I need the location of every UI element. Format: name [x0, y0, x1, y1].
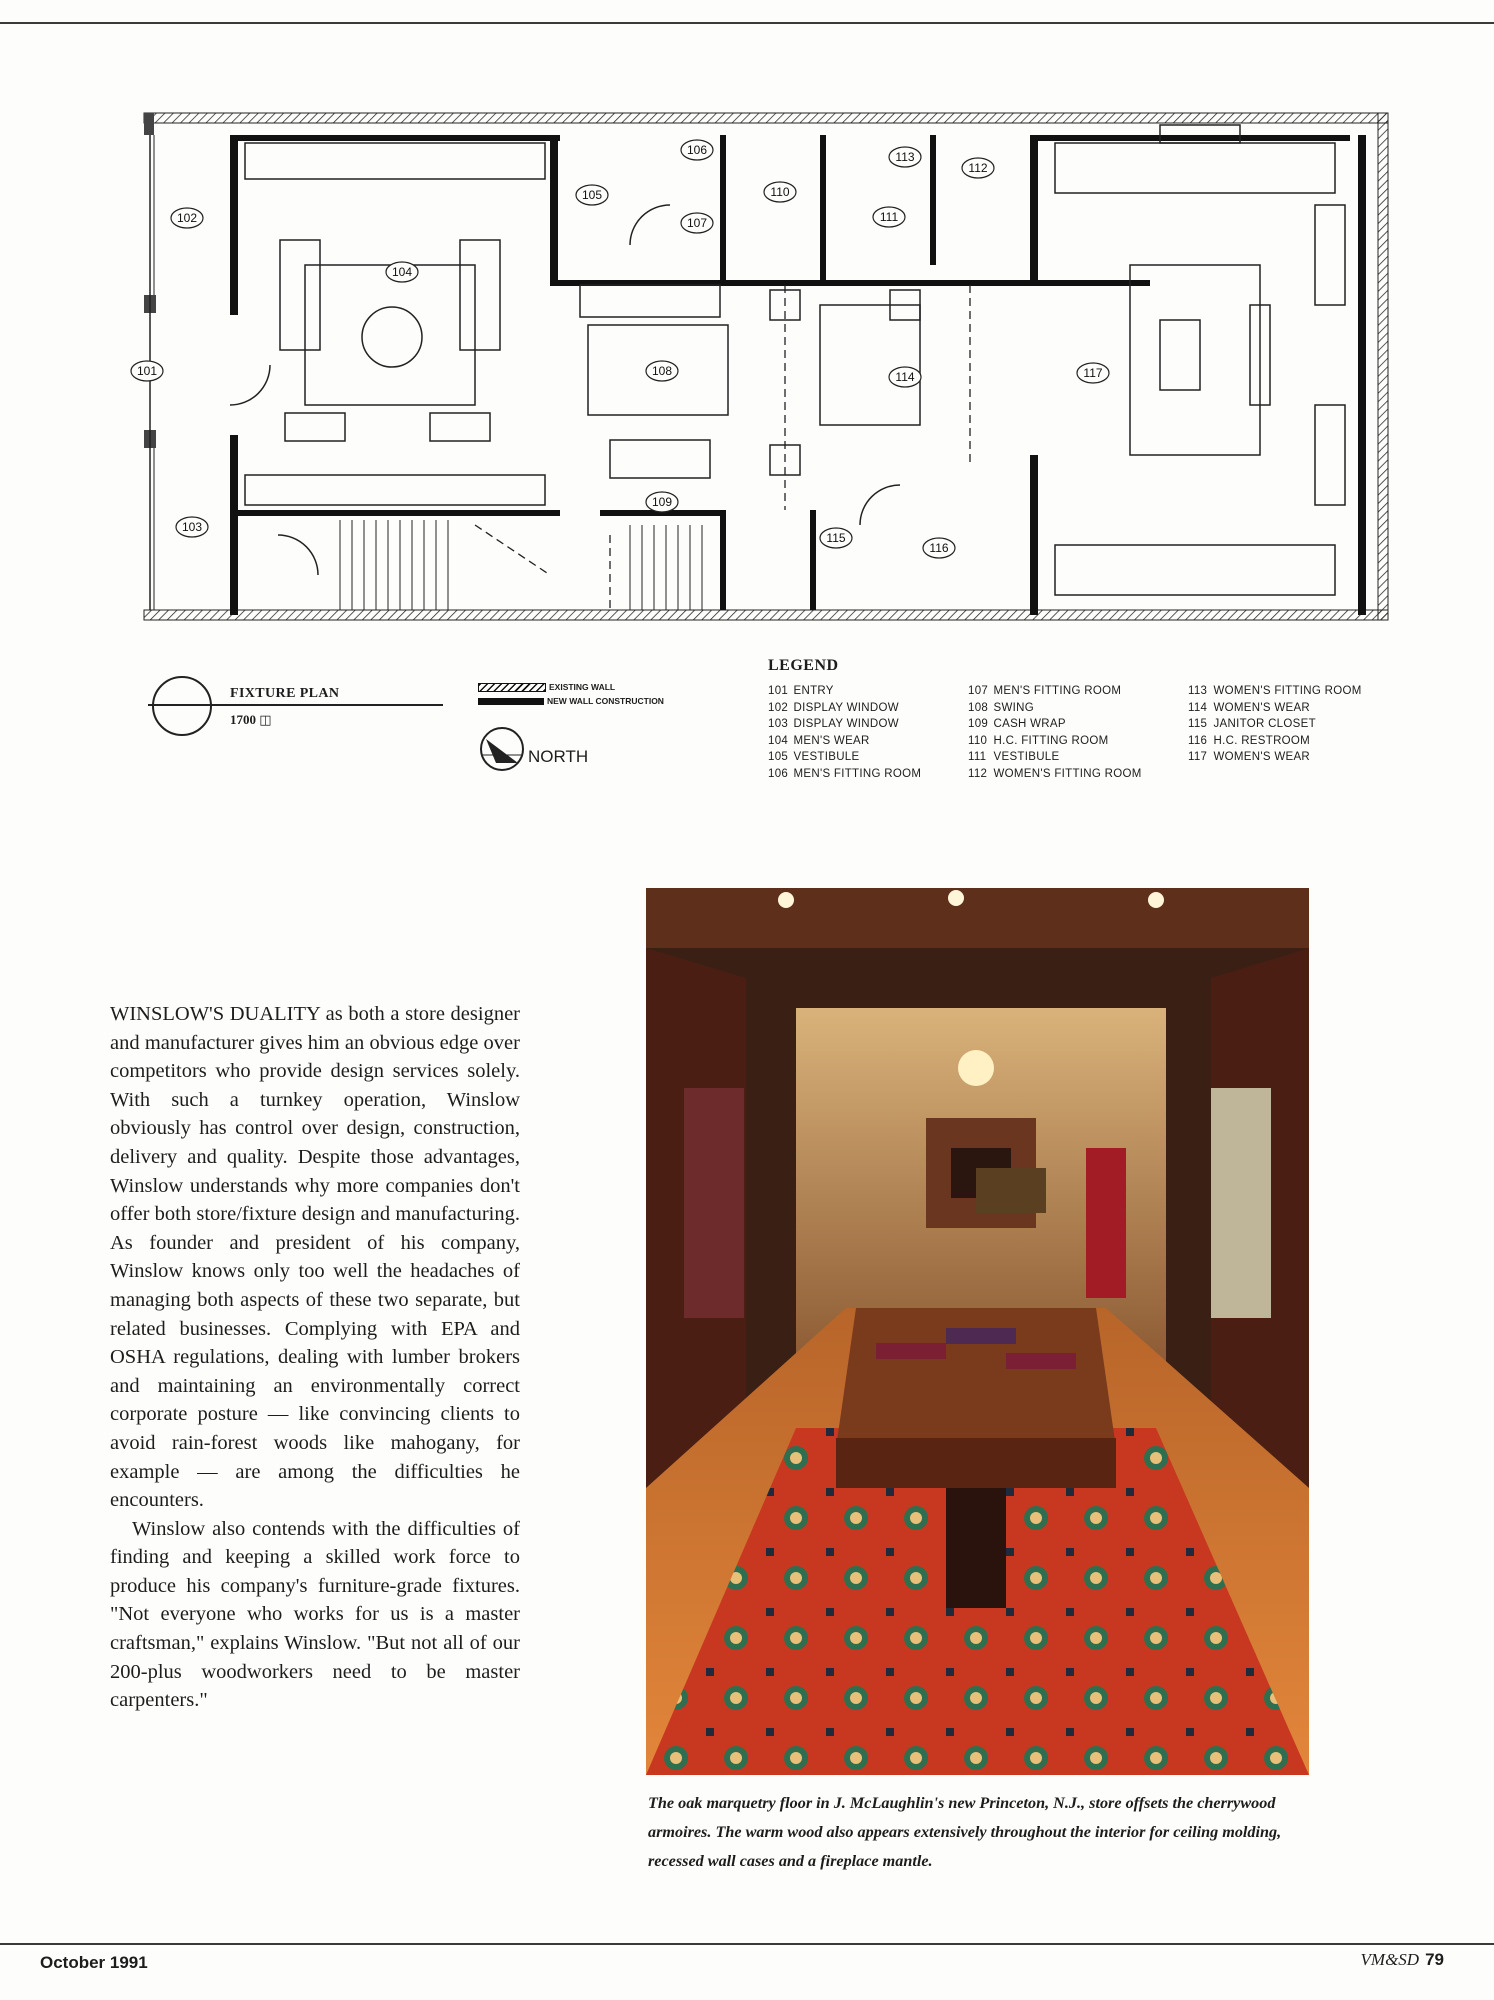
legend	[768, 657, 1398, 782]
svg-text:110: 110	[770, 185, 790, 199]
floor-plan	[130, 105, 1394, 640]
article-paragraph: WINSLOW'S DUALITY as both a store designer and manufacturer gives him an obvious edge over competitors who provide design services solely. With such a turnkey operation, Winslow obviously has control over design, construction, delivery and quality. Despite those advantages, Winslow understands why more companies don't offer both store/fixture design and manufacturing. As founder and president of his company, Winslow knows only too well the headaches of managing both aspects of these two separate, but related businesses. Complying with EPA and OSHA regulations, dealing with lumber brokers and maintaining an environmentally correct corporate posture — like convincing clients to avoid rain-forest woods like mahogany, for example — are among the difficulties he encounters.	[110, 1003, 520, 1512]
section-circle-icon	[152, 676, 212, 736]
room-tag	[681, 140, 713, 160]
north-arrow	[478, 725, 618, 775]
svg-text:112: 112	[968, 161, 988, 175]
legend-item: 109 CASH WRAP	[968, 718, 1066, 730]
svg-text:113: 113	[895, 150, 915, 164]
room-tag	[176, 517, 208, 537]
room-tag	[764, 182, 796, 202]
fixture-plan-title: FIXTURE PLAN	[230, 686, 340, 701]
legend-item: 102 DISPLAY WINDOW	[768, 701, 899, 714]
room-tag	[820, 528, 852, 548]
legend-item: 116 H.C. RESTROOM	[1188, 734, 1311, 747]
legend-item: 111 VESTIBULE	[968, 751, 1060, 763]
footer-folio	[1361, 1950, 1444, 1970]
article-body	[110, 1000, 520, 1715]
fixture-plan-key	[148, 672, 448, 742]
legend-column	[768, 683, 968, 782]
svg-text:111: 111	[879, 210, 899, 224]
north-label: NORTH	[528, 747, 589, 766]
svg-text:101: 101	[136, 364, 158, 378]
publication-name: VM&SD	[1360, 1950, 1420, 1969]
legend-item: 105 VESTIBULE	[768, 751, 860, 763]
legend-item: 112 WOMEN'S FITTING ROOM	[968, 767, 1142, 780]
legend-item: 113 WOMEN'S FITTING ROOM	[1188, 685, 1362, 697]
legend-item: 104 MEN'S WEAR	[768, 734, 870, 747]
room-tag	[646, 492, 678, 512]
room-tag	[889, 147, 921, 167]
room-tag	[873, 207, 905, 227]
legend-column	[1188, 683, 1398, 782]
svg-text:117: 117	[1083, 366, 1103, 380]
page-number: 79	[1425, 1950, 1444, 1969]
svg-text:114: 114	[895, 370, 915, 384]
room-tag	[923, 538, 955, 558]
bottom-rule	[0, 1943, 1494, 1945]
legend-item: 106 MEN'S FITTING ROOM	[768, 767, 922, 780]
room-tag	[1077, 363, 1109, 383]
room-tag	[889, 367, 921, 387]
svg-text:105: 105	[581, 188, 603, 202]
north-arrow-icon	[480, 727, 524, 771]
room-tag	[646, 361, 678, 381]
solid-swatch-icon	[478, 698, 544, 705]
room-tag	[131, 361, 163, 381]
svg-text:107: 107	[686, 216, 708, 230]
top-rule	[0, 22, 1494, 24]
legend-title: LEGEND	[768, 657, 839, 674]
legend-column	[968, 683, 1188, 782]
svg-text:109: 109	[651, 495, 673, 509]
scale-box-icon: ◫	[256, 712, 272, 727]
svg-text:106: 106	[686, 143, 708, 157]
wall-key	[478, 680, 718, 708]
article-paragraph: Winslow also contends with the difficulties of finding and keeping a skilled work force to produce his company's furniture-grade fixtures. "Not everyone who works for us is a master craftsman," explains Winslow. "But not all of our 200-plus woodworkers need to be master carpenters."	[110, 1517, 520, 1712]
legend-item: 107 MEN'S FITTING ROOM	[968, 685, 1122, 697]
svg-text:102: 102	[176, 211, 198, 225]
room-tag	[576, 185, 608, 205]
svg-text:116: 116	[929, 541, 949, 555]
svg-text:108: 108	[651, 364, 673, 378]
legend-item: 117 WOMEN'S WEAR	[1188, 751, 1311, 763]
photo-caption: The oak marquetry floor in J. McLaughlin's new Princeton, N.J., store offsets the cherrywood armoires. The warm wood also appears extensively throughout the interior for ceiling molding, recessed wall cases and a fireplace mantle.	[648, 1794, 1282, 1870]
legend-item: 114 WOMEN'S WEAR	[1188, 701, 1311, 714]
store-interior-photo	[646, 888, 1309, 1775]
svg-text:104: 104	[391, 265, 413, 279]
room-tag	[681, 213, 713, 233]
key-line	[148, 704, 443, 706]
room-tag	[962, 158, 994, 178]
room-tag	[386, 262, 418, 282]
hatch-swatch-icon	[478, 683, 546, 692]
legend-item: 103 DISPLAY WINDOW	[768, 718, 899, 730]
fixture-plan-scale: 1700 ◫	[230, 712, 272, 727]
legend-item: 110 H.C. FITTING ROOM	[968, 734, 1109, 747]
svg-text:103: 103	[181, 520, 203, 534]
legend-item: 115 JANITOR CLOSET	[1188, 718, 1316, 730]
svg-text:115: 115	[826, 531, 846, 545]
legend-item: 101 ENTRY	[768, 685, 834, 697]
new-wall-label: NEW WALL CONSTRUCTION	[547, 696, 664, 706]
legend-item: 108 SWING	[968, 701, 1034, 714]
footer-date: October 1991	[40, 1953, 148, 1972]
room-tag	[171, 208, 203, 228]
existing-wall-label: EXISTING WALL	[549, 682, 616, 692]
